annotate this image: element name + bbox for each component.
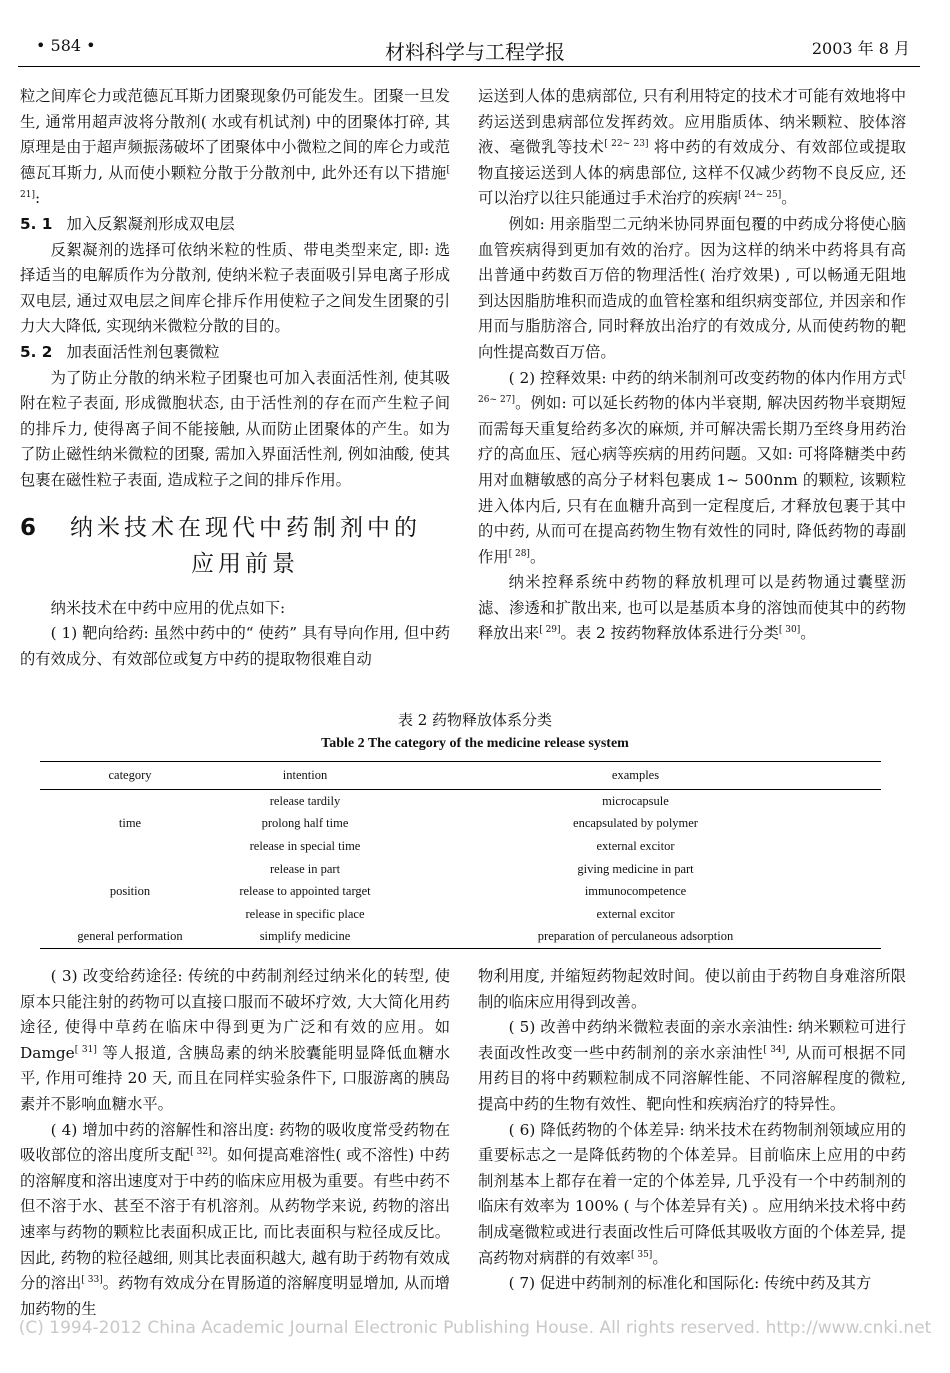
table-row	[40, 880, 881, 903]
paragraph: ( 5) 改善中药纳米微粒表面的亲水亲油性: 纳米颗粒可进行表面改性改变一些中药制剂的亲水亲油性[ 34], 从而可根据不同用药目的将中药颗粒制成不同溶解性能、不同溶解程度的微粒, 提高中药的生物有效性、靶向性和疾病治疗的特异性。	[478, 1018, 906, 1113]
table-cell	[40, 835, 220, 858]
paragraph: ( 1) 靶向给药: 虽然中药中的“ 使药” 具有导向作用, 但中药的有效成分、有效部位或复方中药的提取物很难自动	[20, 624, 450, 668]
journal-title: 材料科学与工程学报	[385, 40, 565, 64]
page-number: • 584 •	[36, 36, 96, 55]
citation[interactable]: [ 24~ 25]	[738, 190, 782, 201]
citation[interactable]: [ 31]	[74, 1044, 97, 1055]
paragraph: ( 4) 增加中药的溶解性和溶出度: 药物的吸收度常受药物在吸收部位的溶出度所支配[ 32]。如何提高难溶性( 或不溶性) 中药的溶解度和溶出速度对于中药的临床应用极为重要。有些中药不但不溶于水、甚至不溶于有机溶剂。从药物学来说, 药物的溶出速率与药物的颗粒比表面积成正比, 而比表面积与粒径成反比。因此, 药物的粒径越细, 则其比表面积越大, 越有助于药物有效成分的溶出[ 33]。药物有效成分在胃肠道的溶解度明显增加, 从而增加药物的生	[20, 1120, 450, 1318]
table-cell: prolong half time	[261, 816, 349, 831]
table-row	[40, 926, 881, 949]
paragraph: ( 7) 促进中药制剂的标准化和国际化: 传统中药及其方	[508, 1274, 872, 1293]
table-cell: position	[109, 884, 151, 899]
table-cell: release in special time	[249, 838, 361, 853]
citation[interactable]: [ 32]	[190, 1147, 212, 1158]
table-cell: immunocompetence	[584, 884, 687, 899]
table-cell: time	[118, 816, 142, 831]
column-header-category: category	[40, 762, 220, 790]
paragraph: 纳米技术在中药中应用的优点如下:	[50, 598, 286, 617]
paragraph: 例如: 用亲脂型二元纳米协同界面包覆的中药成分将使心脑血管疾病得到更加有效的治疗。因为这样的纳米中药将具有高出普通中药数百万倍的物理活性( 治疗效果) , 可以畅通无阻地到达因脂肪堆积而造成的血管栓塞和组织病变部位, 并因亲和作用而与脂肪溶合, 同时释放出治疗的有效成分, 从而使药物的靶向性提高数百万倍。	[478, 214, 906, 361]
table-caption-en: Table 2 The category of the medicine release system	[321, 736, 629, 751]
copyright-watermark: (C) 1994-2012 China Academic Journal Electronic Publishing House. All rights reserved. http://www.cnki.net	[18, 1318, 932, 1338]
table-cell: preparation of perculaneous adsorption	[390, 926, 881, 949]
table-cell: simplify medicine	[220, 926, 390, 949]
table-cell: external excitor	[596, 906, 675, 921]
column-header-intention: intention	[220, 762, 390, 790]
right-column-bottom	[478, 964, 906, 1297]
table-cell: release in part	[269, 861, 341, 876]
paragraph: 粒之间库仑力或范德瓦耳斯力团聚现象仍可能发生。团聚一旦发生, 通常用超声波将分散剂( 水或有机试剂) 中的团聚体打碎, 其原理是由于超声频振荡破坏了团聚体中小微粒之间的库仑力或范德瓦耳斯力, 从而使小颗粒分散于分散剂中, 此外还有以下措施[ 21]:	[20, 87, 450, 208]
release-system-table	[40, 761, 881, 949]
citation[interactable]: [ 33]	[81, 1275, 103, 1286]
citation[interactable]: [ 29]	[539, 625, 561, 636]
left-column-bottom	[20, 964, 450, 1322]
citation[interactable]: [ 22~ 23]	[604, 139, 649, 150]
citation[interactable]: [ 35]	[630, 1249, 653, 1260]
section-heading-6: 6 纳米技术在现代中药制剂中的 应用前景	[20, 514, 422, 577]
paragraph: ( 3) 改变给药途径: 传统的中药制剂经过纳米化的转型, 使原本只能注射的药物可以直接口服而不破坏疗效, 大大简化用药途径, 使得中草药在临床中得到更为广泛和有效的应用。如 Damge[ 31] 等人报道, 含胰岛素的纳米胶囊能明显降低血糖水平, 作用可维持 20 天, 而且在同样实验条件下, 口服游离的胰岛素并不影响血糖水平。	[20, 967, 450, 1113]
left-column-top	[20, 84, 450, 672]
issue-date: 2003 年 8 月	[811, 39, 910, 58]
paragraph: ( 6) 降低药物的个体差异: 纳米技术在药物制剂领域应用的重要标志之一是降低药物的个体差异。目前临床上应用的中药制剂基本上都存在着一定的个体差异, 几乎没有一个中药制剂的临床有效率为 100% ( 与个体差异有关) 。应用纳米技术将中药制成毫微粒或进行表面改性后可降低其吸收方面的个体差异, 提高药物对病群的有效率[ 35]。	[478, 1120, 906, 1267]
citation[interactable]: [ 26~ 27]	[478, 369, 906, 406]
running-header	[30, 36, 920, 64]
table-cell: external excitor	[596, 838, 675, 853]
table-cell: release in specific place	[245, 906, 365, 921]
table-cell: general performation	[40, 926, 220, 949]
table-caption-cn: 表 2 药物释放体系分类	[397, 711, 553, 729]
table-cell: encapsulated by polymer	[573, 816, 698, 831]
table-cell: release tardily	[269, 793, 341, 808]
section-heading-5-1: 5. 1 加入反絮凝剂形成双电层	[20, 214, 235, 233]
citation[interactable]: [ 34]	[763, 1044, 786, 1055]
paragraph: 反絮凝剂的选择可依纳米粒的性质、带电类型来定, 即: 选择适当的电解质作为分散剂, 使纳米粒子表面吸引异电离子形成双电层, 通过双电层之间库仑排斥作用使粒子之间发生团聚的引力大大降低, 实现纳米微粒分散的目的。	[20, 240, 450, 336]
paragraph: 运送到人体的患病部位, 只有利用特定的技术才可能有效地将中药运送到患病部位发挥药效。应用脂质体、纳米颗粒、胶体溶液、毫微乳等技术[ 22~ 23] 将中药的有效成分、有效部位或提取物直接运送到人体的病患部位, 这样不仅减少药物不良反应, 还可以治疗以往只能通过手术治疗的疾病[ 24~ 25]。	[478, 87, 906, 208]
table-row	[40, 790, 881, 813]
table-cell	[40, 858, 220, 881]
table-row	[40, 813, 881, 836]
table-row	[40, 903, 881, 926]
citation[interactable]: [ 28]	[508, 548, 530, 559]
table-cell: microcapsule	[602, 793, 669, 808]
paragraph: ( 2) 控释效果: 中药的纳米制剂可改变药物的体内作用方式[ 26~ 27]。例如: 可以延长药物的体内半衰期, 解决因药物半衰期短而需每天重复给药多次的麻烦, 并可解决需长期乃至终身用药治疗的高血压、冠心病等疾病的用药问题。又如: 可将降糖类中药用对血糖敏感的高分子材料包裹成 1~ 500nm 的颗粒, 该颗粒进入体内后, 只有在血糖升高到一定程度后, 才释放包裹于其中的中药, 从而可在提高药物生物有效性的同时, 降低药物的毒副作用[ 28]。	[478, 368, 906, 566]
paragraph: 为了防止分散的纳米粒子团聚也可加入表面活性剂, 使其吸附在粒子表面, 形成微胞状态, 由于活性剂的存在而产生粒子间的排斥力, 使得离子间不能接触, 从而防止团聚体的产生。如为了防止磁性纳米微粒的团聚, 需加入界面活性剂, 例如油酸, 使其包裹在磁性粒子表面, 造成粒子之间的排斥作用。	[20, 368, 450, 489]
table-cell: release to appointed target	[239, 884, 371, 899]
section-heading-5-2: 5. 2 加表面活性剂包裹微粒	[20, 342, 220, 361]
table-cell	[40, 903, 220, 926]
right-column-top	[478, 84, 906, 647]
table-row	[40, 858, 881, 881]
header-rule	[18, 66, 920, 67]
table-cell	[40, 790, 220, 813]
table-header-row	[40, 762, 881, 790]
citation[interactable]: [ 21]	[20, 164, 450, 201]
column-header-examples: examples	[390, 762, 881, 790]
paragraph: 物利用度, 并缩短药物起效时间。使以前由于药物自身难溶所限制的临床应用得到改善。	[478, 967, 906, 1011]
table-cell: giving medicine in part	[577, 861, 694, 876]
citation[interactable]: [ 30]	[778, 625, 801, 636]
table-row	[40, 835, 881, 858]
paragraph: 纳米控释系统中药物的释放机理可以是药物通过囊壁沥滤、渗透和扩散出来, 也可以是基质本身的溶蚀而使其中的药物释放出来[ 29]。表 2 按药物释放体系进行分类[ 30]。	[478, 573, 906, 643]
